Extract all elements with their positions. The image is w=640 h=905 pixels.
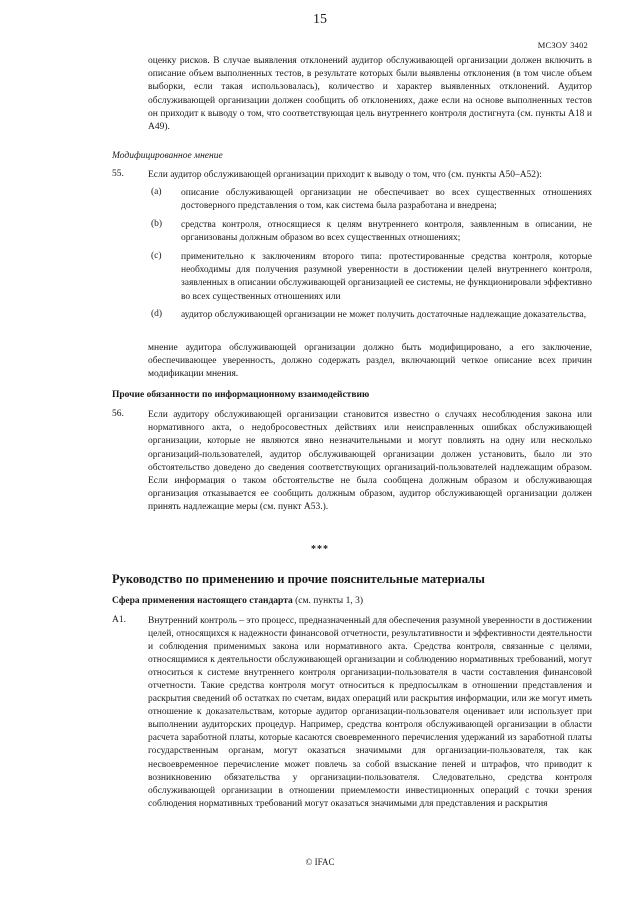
paragraph-55-closing: мнение аудитора обслуживающей организации должно быть модифицировано, а его заключение, обеспечивающее уверенность, должно содержать раздел, включающий четкое описание всех причин модификации мнения. <box>148 343 592 380</box>
paragraph-55-lead: Если аудитор обслуживающей организации приходит к выводу о том, что (см. пункты A50–A52): <box>148 170 542 180</box>
list-item-label-b: (b) <box>151 219 163 229</box>
list-item-text-a: описание обслуживающей организации не обеспечивает во всех существенных отношениях достоверного представления о том, как система была разработана и внедрена; <box>181 188 592 212</box>
footer-copyright: © IFAC <box>305 857 335 867</box>
intro-paragraph: оценку рисков. В случае выявления отклонений аудитор обслуживающей организации должен включить в описание объем выполненных тестов, в результате которых были выявлены отклонения (в том числе объем выборки, если такая использовалась), количество и характер выявленных отклонений. Аудитор обслуживающей организации должен сообщить об отклонениях, даже если на основе выполненных тестов он приходит к выводу о том, что соответствующая цель внутреннего контроля достигнута (см. пункты A18 и A49). <box>148 56 592 133</box>
guidance-title: Руководство по применению и прочие пояснительные материалы <box>112 572 485 586</box>
guidance-subheading-reference: (см. пункты 1, 3) <box>292 596 363 606</box>
paragraph-number-56: 56. <box>112 409 124 419</box>
guidance-subheading-bold: Сфера применения настоящего стандарта <box>112 596 293 606</box>
guidance-subheading <box>112 596 363 606</box>
section-separator: *** <box>311 544 329 555</box>
section-heading-modified-opinion: Модифицированное мнение <box>112 151 223 161</box>
list-item-text-c: применительно к заключениям второго типа: протестированные средства контроля, которые необходимы для получения разумной уверенности в достижении целей внутреннего контроля, заявленных в описании обслуживающей организацией ее системы, не функционировали эффективно во всех существенных отношениях или <box>181 252 592 302</box>
paragraph-a1-text: Внутренний контроль – это процесс, предназначенный для обеспечения разумной уверенности в достижении целей, относящихся к надежности финансовой отчетности, результативности и эффективности деятельности и соблюдения применимых закона или нормативного акта. Средства контроля, связанные с целями, относящимися к деятельности обслуживающей организации и соблюдению нормативных требований, могут относиться к системе внутреннего контроля организации-пользователя в части составления финансовой отчетности. Такие средства контроля могут относиться к предпосылкам в отношении представления и раскрытия сведений об остатках по счетам, видах операций или раскрытия информации, или же могут иметь отношение к доказательствам, которые аудитор организации-пользователя оценивает или использует при выполнении аудиторских процедур. Например, средства контроля обслуживающей организации в области расчета заработной платы, которые касаются своевременного перечисления удержаний из заработной платы государственным органам, могут оказаться значимыми для организации-пользователя, так как несвоевременное перечисление может повлечь за собой взыскание пеней и штрафов, что приводит к возникновению обязательства у организации-пользователя. Следовательно, средства контроля обслуживающей организации в отношении приемлемости инвестиционных операций с точки зрения соблюдения нормативных требований могут оказаться значимыми для представления и раскрытия <box>148 616 592 809</box>
list-item-text-b: средства контроля, относящиеся к целям внутреннего контроля, заявленным в описании, не организованы должным образом во всех существенных отношениях; <box>181 220 592 244</box>
paragraph-number-55: 55. <box>112 169 124 179</box>
section-heading-other-responsibilities: Прочие обязанности по информационному взаимодействию <box>112 390 370 400</box>
list-item-label-a: (a) <box>151 187 162 197</box>
list-item-label-c: (c) <box>151 251 162 261</box>
document-code: МСЗОУ 3402 <box>537 40 588 50</box>
page-number: 15 <box>313 12 327 27</box>
paragraph-number-a1: A1. <box>112 615 126 625</box>
paragraph-56-text: Если аудитору обслуживающей организации становится известно о случаях несоблюдения закона или нормативного акта, о недобросовестных действиях или неисправленных ошибках обслуживающей организации, которые не являются явно незначительными и могут повлиять на одну или несколько организаций-пользователей, аудитор обслуживающей организации должен установить, было ли это обстоятельство доведено до сведения соответствующих организаций-пользователей надлежащим образом. Если информация о таком обстоятельстве не была сообщена должным образом и обслуживающая организация отказывается ее сообщить должным образом, аудитор обслуживающей организации должен принять надлежащие меры (см. пункт A53.). <box>148 410 592 513</box>
list-item-text-d: аудитор обслуживающей организации не может получить достаточные надлежащие доказательства, <box>181 310 587 320</box>
list-item-label-d: (d) <box>151 309 163 319</box>
